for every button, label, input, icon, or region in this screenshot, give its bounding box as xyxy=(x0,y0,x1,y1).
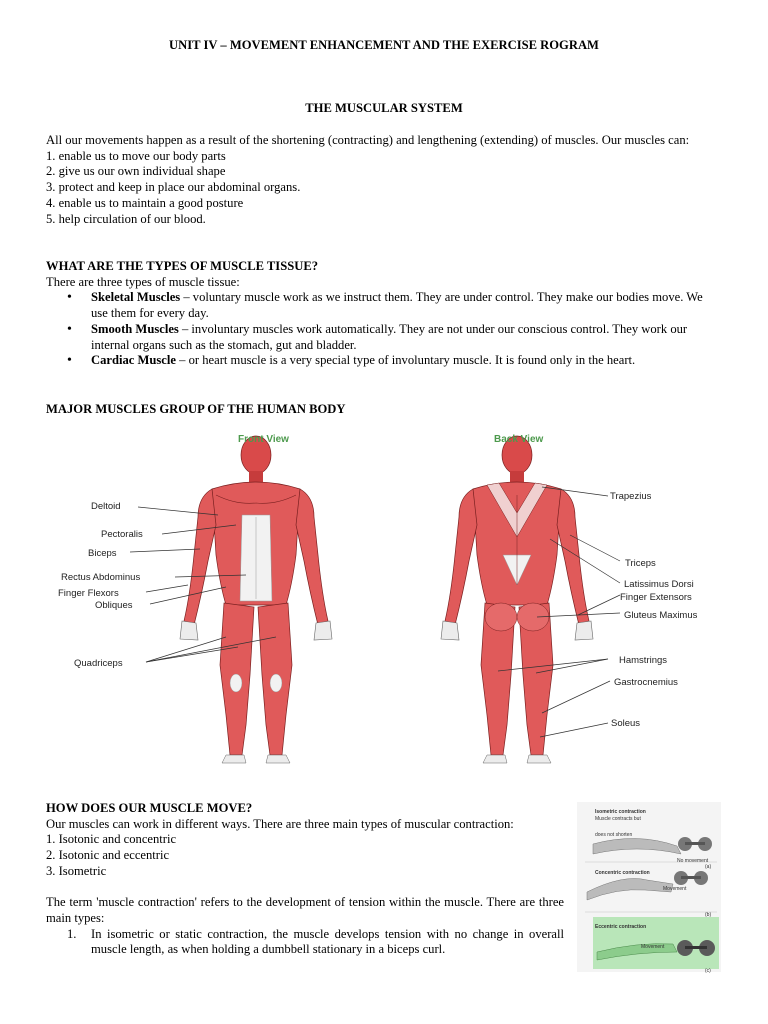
label-rectus-abdominus: Rectus Abdominus xyxy=(61,572,141,583)
label-gastrocnemius: Gastrocnemius xyxy=(614,677,678,688)
intro-paragraph: All our movements happen as a result of the shortening (contracting) and lengthening (extending) of muscles. Our muscles can: xyxy=(46,133,690,147)
section-title: THE MUSCULAR SYSTEM xyxy=(305,101,463,115)
label-trapezius: Trapezius xyxy=(610,491,652,502)
intro-item: 5. help circulation of our blood. xyxy=(46,211,206,226)
isometric-title: Isometric contraction xyxy=(595,809,646,815)
panel-c-label: (c) xyxy=(705,968,711,974)
tissue-lead: There are three types of muscle tissue: xyxy=(46,274,240,289)
unit-title: UNIT IV – MOVEMENT ENHANCEMENT AND THE EXERCISE ROGRAM xyxy=(169,38,599,52)
eccentric-note: Movement xyxy=(641,944,665,950)
bullet-term: Skeletal Muscles xyxy=(91,290,181,305)
movement-item: 3. Isometric xyxy=(46,863,107,878)
contraction-inset xyxy=(577,802,721,972)
intro-block xyxy=(46,133,722,227)
movement-item: 1. Isotonic and concentric xyxy=(46,832,177,847)
label-deltoid: Deltoid xyxy=(91,501,121,512)
bullet-term: Smooth Muscles xyxy=(91,321,179,336)
label-pectoralis: Pectoralis xyxy=(101,529,143,540)
intro-item: 2. give us our own individual shape xyxy=(46,164,226,179)
label-gluteus-maximus: Gluteus Maximus xyxy=(624,610,698,621)
label-quadriceps: Quadriceps xyxy=(74,658,123,669)
movement-item: 2. Isotonic and eccentric xyxy=(46,848,170,863)
intro-item: 3. protect and keep in place our abdominal organs. xyxy=(46,180,301,195)
list-item xyxy=(46,353,722,369)
label-finger-flexors: Finger Flexors xyxy=(58,588,119,599)
concentric-title: Concentric contraction xyxy=(595,870,650,876)
label-hamstrings: Hamstrings xyxy=(619,655,668,666)
list-text: In isometric or static contraction, the muscle develops tension with no change in overall muscle length, as when holding a dumbbell stationary in a biceps curl. xyxy=(91,926,564,957)
label-finger-extensors: Finger Extensors xyxy=(620,592,692,603)
back-figure xyxy=(441,436,593,763)
tissue-list xyxy=(46,290,722,369)
movement-block xyxy=(46,801,564,958)
intro-item: 1. enable us to move our body parts xyxy=(46,148,226,163)
front-figure xyxy=(180,436,332,763)
movement-heading: HOW DOES OUR MUSCLE MOVE? xyxy=(46,801,253,815)
bullet-text: – voluntary muscle work as we instruct them. They are under control. They make our bodies move. We use them for every day. xyxy=(91,290,703,321)
movement-paragraph: The term 'muscle contraction' refers to the development of tension within the muscle. There are three main types: xyxy=(46,895,564,925)
panel-b-label: (b) xyxy=(705,912,712,918)
muscles-heading: MAJOR MUSCLES GROUP OF THE HUMAN BODY xyxy=(46,402,346,416)
concentric-note: Movement xyxy=(663,886,687,892)
label-biceps: Biceps xyxy=(88,548,117,559)
movement-lead: Our muscles can work in different ways. There are three main types of muscular contraction: xyxy=(46,816,514,831)
bullet-text: – or heart muscle is a very special type of involuntary muscle. It is found only in the heart. xyxy=(176,353,636,368)
panel-a-label: (a) xyxy=(705,864,712,870)
list-number: 1. xyxy=(67,926,77,941)
bullet-term: Cardiac Muscle xyxy=(91,353,176,368)
label-triceps: Triceps xyxy=(625,558,656,569)
eccentric-title: Eccentric contraction xyxy=(595,924,647,930)
back-view-title: Back View xyxy=(494,434,544,445)
intro-item: 4. enable us to maintain a good posture xyxy=(46,195,244,210)
list-item xyxy=(46,927,564,958)
label-latissimus-dorsi: Latissimus Dorsi xyxy=(624,579,694,590)
label-soleus: Soleus xyxy=(611,718,641,729)
isometric-note: No movement xyxy=(677,858,709,864)
tissue-heading: WHAT ARE THE TYPES OF MUSCLE TISSUE? xyxy=(46,259,319,273)
bullet-text: – involuntary muscles work automatically. They are not under our conscious control. They work our internal organs such as the stomach, gut and bladder. xyxy=(91,321,688,352)
list-item xyxy=(46,322,722,353)
tissue-block xyxy=(46,259,722,369)
list-item xyxy=(46,290,722,321)
front-view-title: Front View xyxy=(238,434,289,445)
movement-numbered-list xyxy=(46,927,564,958)
label-obliques: Obliques xyxy=(95,600,133,611)
isometric-subtitle: Muscle contracts but does not shorten xyxy=(595,816,641,838)
